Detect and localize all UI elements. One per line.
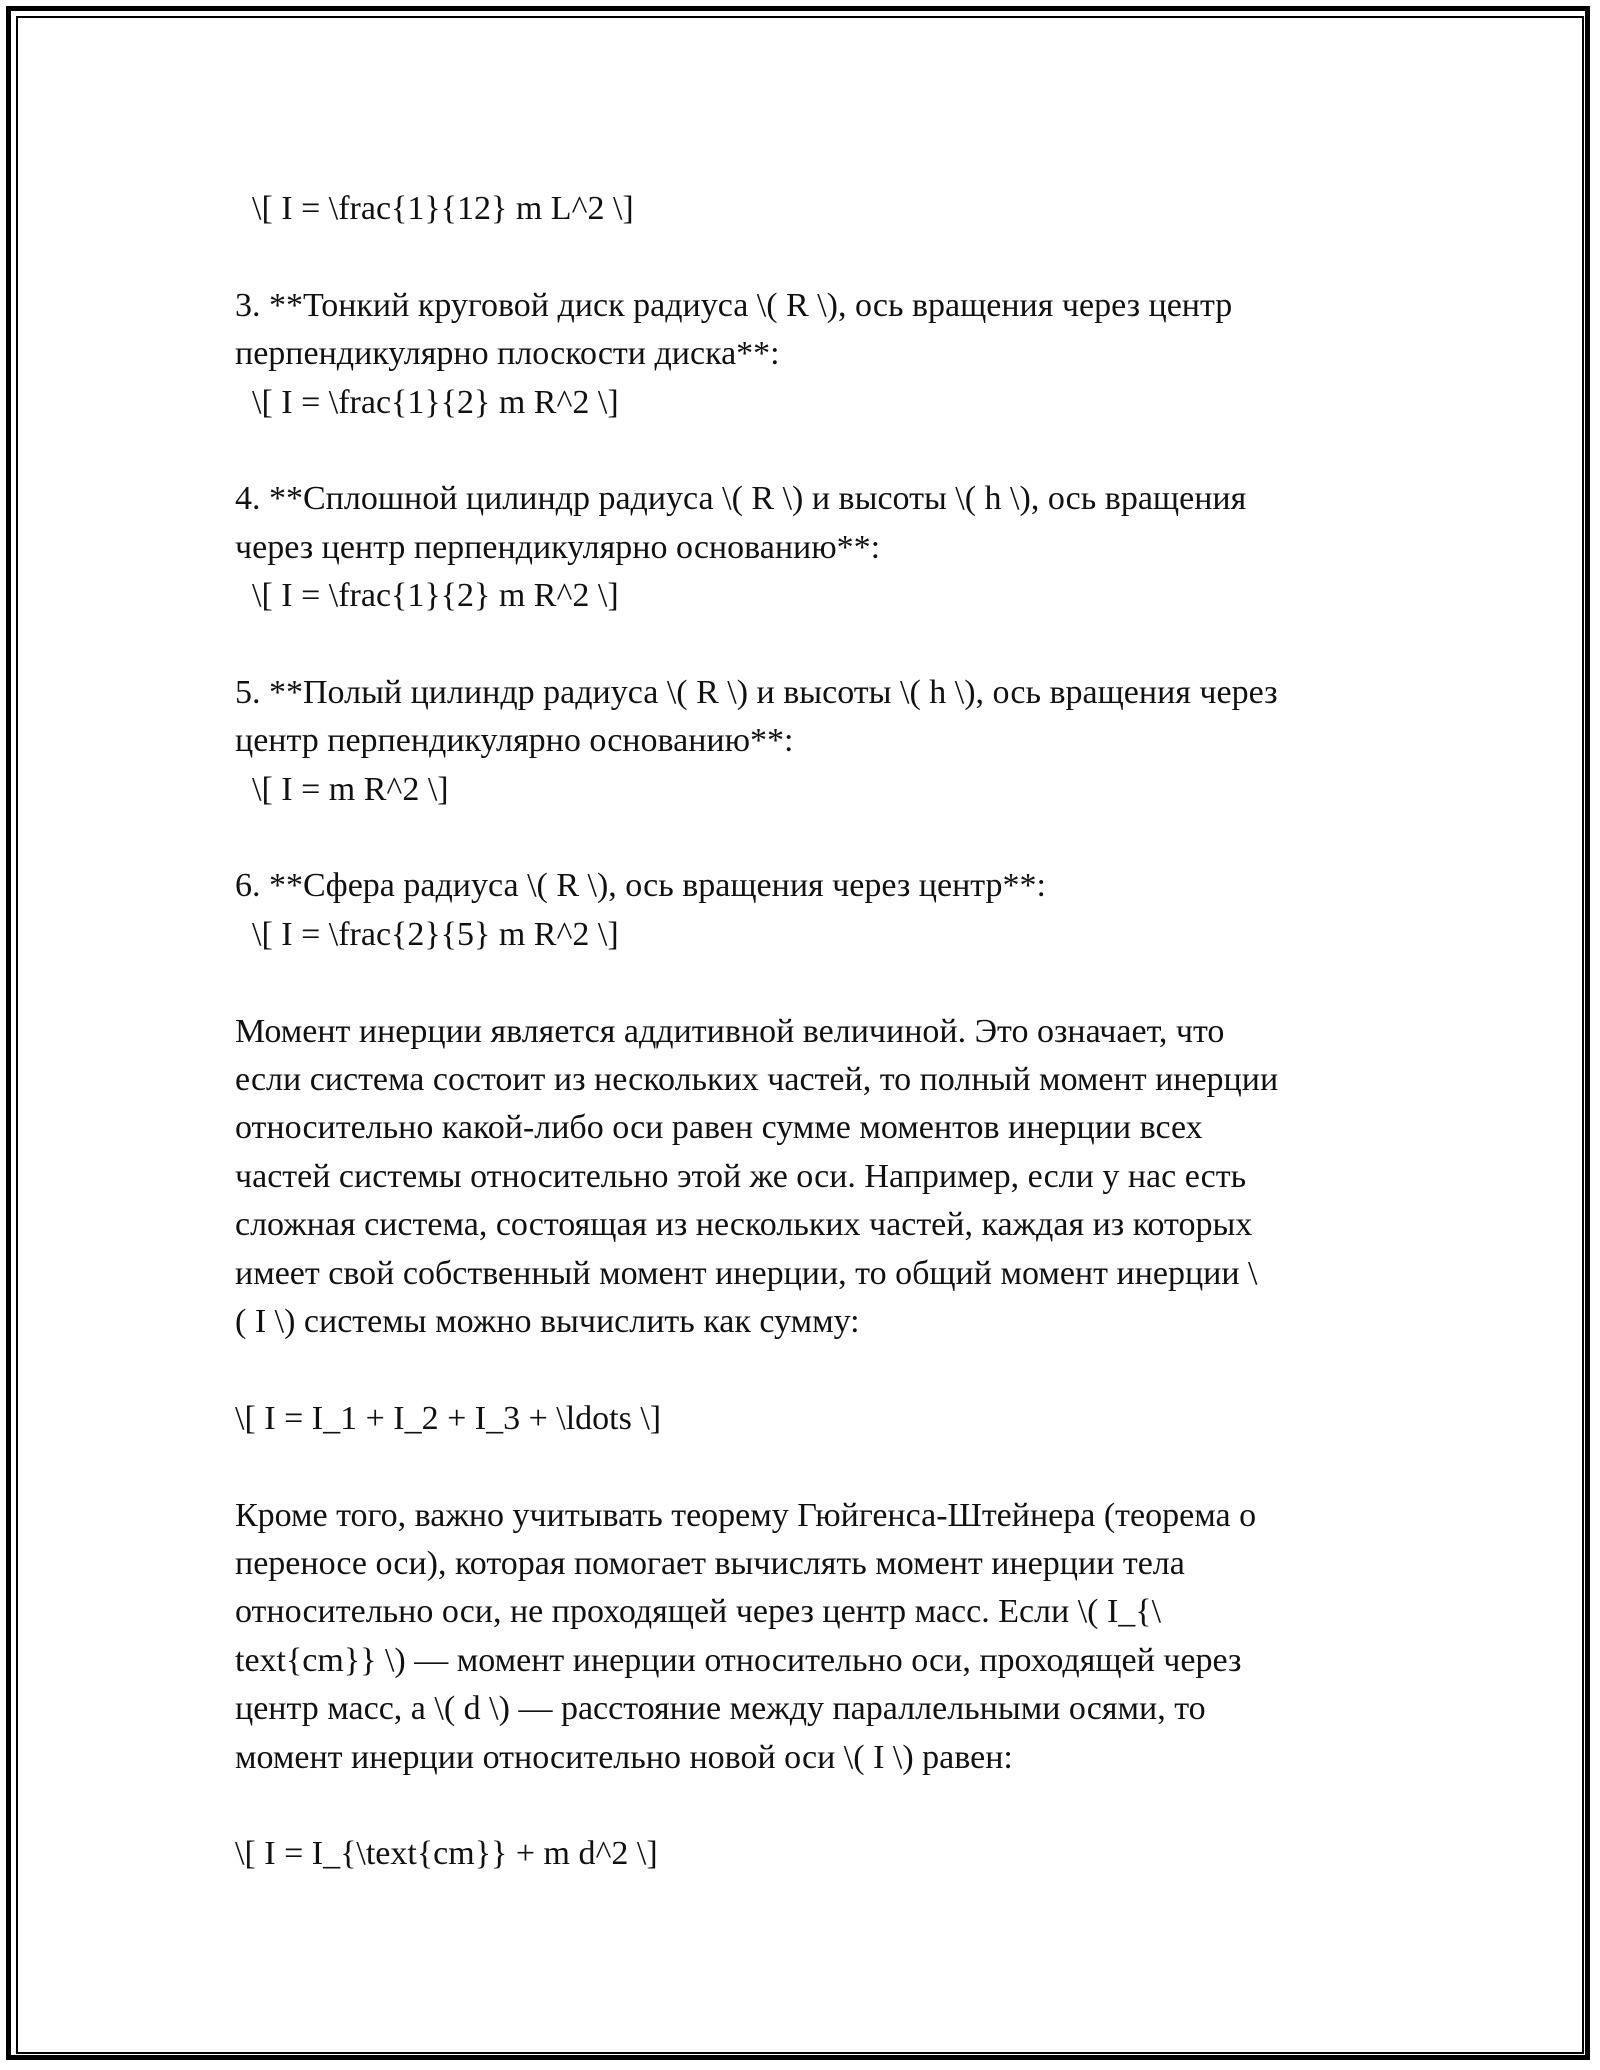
- paragraph-line: переносе оси), которая помогает вычислять момент инерции тела: [235, 1544, 1185, 1582]
- list-item: [235, 862, 1385, 959]
- blank-line: [235, 814, 1385, 862]
- blank-line: [235, 1443, 1385, 1491]
- list-item: [235, 282, 1385, 427]
- paragraph-line: Кроме того, важно учитывать теорему Гюйгенса-Штейнера (теорема о: [235, 1496, 1257, 1534]
- list-item-text: 4. **Сплошной цилиндр радиуса \( R \) и высоты \( h \), ось вращения: [235, 480, 1247, 518]
- formula-block: [235, 1830, 1385, 1878]
- list-item-text: 6. **Сфера радиуса \( R \), ось вращения через центр**:: [235, 867, 1047, 905]
- paragraph-line: Момент инерции является аддитивной величиной. Это означает, что: [235, 1012, 1225, 1050]
- paragraph-line: text{cm}} \) — момент инерции относительно оси, проходящей через: [235, 1641, 1242, 1679]
- paragraph: [235, 1492, 1385, 1782]
- formula-line: \[ I = I_{\text{cm}} + m d^2 \]: [235, 1835, 658, 1873]
- paragraph-line: сложная система, состоящая из нескольких частей, каждая из которых: [235, 1206, 1253, 1244]
- paragraph: [235, 1008, 1385, 1347]
- list-item: [235, 669, 1385, 814]
- formula-line: \[ I = \frac{1}{2} m R^2 \]: [235, 577, 619, 615]
- formula-line: \[ I = m R^2 \]: [235, 770, 449, 808]
- formula-line: \[ I = I_1 + I_2 + I_3 + \ldots \]: [235, 1399, 662, 1437]
- paragraph-line: имеет свой собственный момент инерции, то общий момент инерции \: [235, 1254, 1258, 1292]
- paragraph-line: относительно оси, не проходящей через центр масс. Если \( I_{\: [235, 1593, 1162, 1631]
- paragraph-line: ( I \) системы можно вычислить как сумму:: [235, 1302, 860, 1340]
- formula-line: \[ I = \frac{1}{12} m L^2 \]: [235, 190, 634, 227]
- formula-block: [235, 185, 1385, 233]
- blank-line: [235, 1782, 1385, 1830]
- list-item-text: 5. **Полый цилиндр радиуса \( R \) и высоты \( h \), ось вращения через: [235, 673, 1278, 711]
- paragraph-line: если система состоит из нескольких частей, то полный момент инерции: [235, 1061, 1279, 1099]
- document-body: [235, 185, 1385, 1879]
- blank-line: [235, 959, 1385, 1007]
- paragraph-line: момент инерции относительно новой оси \( I \) равен:: [235, 1738, 1013, 1776]
- blank-line: [235, 1346, 1385, 1394]
- list-item-text: через центр перпендикулярно основанию**:: [235, 528, 881, 566]
- formula-block: [235, 1395, 1385, 1443]
- paragraph-line: частей системы относительно этой же оси. Например, если у нас есть: [235, 1157, 1247, 1195]
- formula-line: \[ I = \frac{2}{5} m R^2 \]: [235, 915, 619, 953]
- paragraph-line: относительно какой-либо оси равен сумме моментов инерции всех: [235, 1109, 1203, 1147]
- list-item: [235, 475, 1385, 620]
- blank-line: [235, 427, 1385, 475]
- list-item-text: центр перпендикулярно основанию**:: [235, 722, 794, 760]
- list-item-text: 3. **Тонкий круговой диск радиуса \( R \), ось вращения через центр: [235, 286, 1233, 324]
- paragraph-line: центр масс, а \( d \) — расстояние между параллельными осями, то: [235, 1690, 1206, 1728]
- blank-line: [235, 621, 1385, 669]
- blank-line: [235, 233, 1385, 281]
- formula-line: \[ I = \frac{1}{2} m R^2 \]: [235, 383, 619, 421]
- list-item-text: перпендикулярно плоскости диска**:: [235, 335, 780, 373]
